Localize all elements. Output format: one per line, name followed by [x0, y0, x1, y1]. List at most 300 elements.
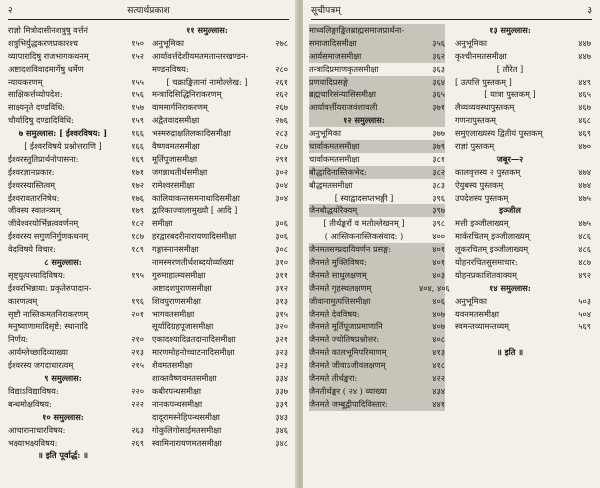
toc-entry	[8, 63, 144, 76]
toc-entry	[309, 127, 445, 140]
entry-page-number: ३८१	[432, 153, 445, 164]
entry-page-number: ४१८	[432, 360, 445, 371]
toc-entry	[152, 153, 288, 166]
entry-title: विद्याऽविद्याविषय:	[8, 385, 59, 396]
toc-entry	[309, 153, 445, 166]
entry-page-number: २१३	[131, 347, 144, 358]
entry-page-number: ३६५	[432, 89, 445, 100]
left-column-2	[152, 24, 288, 449]
toc-entry	[309, 385, 445, 398]
entry-title: जैनमते तीर्थङ्करा:	[309, 373, 358, 384]
entry-title: शत्रुभिर्युद्धकरणप्रकारश्च	[8, 37, 78, 48]
entry-page-number: ३६२	[432, 50, 445, 61]
toc-entry	[309, 372, 445, 385]
entry-title: जैनमते गृहस्थलक्षणम्	[309, 282, 372, 293]
entry-page-number: ४०१	[432, 244, 445, 255]
entry-title: जैनबौद्धयोरैक्यम्	[309, 205, 358, 216]
entry-title: ( आस्तिकनास्तिकसंवाद: )	[324, 231, 404, 242]
entry-page-number: ४८७	[578, 257, 591, 268]
entry-title: शाक्तवैष्णवमतसमीक्षा	[152, 373, 217, 384]
entry-title: बौद्धादिनास्तिकभेद:	[309, 166, 367, 177]
entry-page-number: ३०८	[275, 244, 288, 255]
entry-title: बन्धमोक्षविषय:	[8, 398, 52, 409]
toc-entry	[152, 256, 288, 269]
entry-title: साक्षिकर्त्तव्योपदेश:	[8, 89, 63, 100]
entry-title: दादूरामस्नेहिपन्थसमीक्षा	[152, 411, 220, 422]
toc-entry	[455, 63, 591, 76]
entry-title: तन्त्रादिप्रमाणकृतसमीक्षा	[309, 63, 379, 74]
entry-page-number: ३०६	[275, 218, 288, 229]
entry-title: माध्वलिङ्गाङ्कितब्राह्मसमाजप्रार्थना-	[309, 25, 405, 35]
entry-title: [ चक्राङ्कितानां नामोल्लेख: ]	[166, 76, 248, 87]
entry-page-number: ४३४	[432, 385, 445, 396]
toc-entry	[152, 114, 288, 127]
toc-entry	[455, 230, 591, 243]
entry-page-number: २६३	[131, 424, 144, 435]
entry-title: १४ समुल्लास:	[489, 282, 531, 293]
entry-page-number: २६९	[131, 437, 144, 448]
toc-entry	[309, 50, 445, 63]
entry-title: ब्रह्मचारिसंन्यासिसमीक्षा	[309, 89, 377, 100]
entry-title: कबीरपन्थसमीक्षा	[152, 385, 202, 396]
entry-page-number: ३९८	[432, 218, 445, 229]
section-heading	[152, 24, 288, 37]
entry-title: यवनमतसमीक्षा	[455, 308, 499, 319]
entry-page-number: ३११	[275, 269, 288, 280]
entry-title: जैनमतसम्प्रदायिवर्णन प्रसङ्ग:	[309, 244, 392, 255]
right-header-rule	[311, 19, 592, 20]
entry-page-number: ३०४	[275, 179, 288, 190]
entry-title: द्वारिकाज्वालामुख्यौ [ आदि ]	[152, 205, 238, 216]
toc-entry	[152, 359, 288, 372]
toc-entry	[8, 153, 144, 166]
section-heading	[8, 256, 144, 269]
toc-entry	[309, 101, 445, 114]
toc-entry	[152, 346, 288, 359]
entry-page-number: ४६५	[578, 89, 591, 100]
entry-title: चौर्यादिषु दण्डादिविधि:	[8, 115, 74, 126]
entry-title: गणनापुस्तकम्	[455, 115, 496, 126]
toc-entry	[309, 192, 445, 205]
entry-page-number: ४७५	[578, 192, 591, 203]
entry-title: मन्त्रादिसिद्धिनिराकरणम्	[152, 89, 222, 100]
entry-page-number: ३८३	[432, 179, 445, 190]
entry-title: ८ समुल्लास:	[44, 257, 82, 268]
entry-page-number: ४०३	[432, 269, 445, 280]
entry-page-number: ४४९	[578, 76, 591, 87]
entry-title: रामेश्वरसमीक्षा	[152, 179, 195, 190]
toc-entry	[8, 179, 144, 192]
entry-title: सूर्यादिग्रहपूजासमीक्षा	[152, 321, 214, 332]
toc-entry	[309, 24, 445, 37]
entry-page-number: ३३४	[275, 373, 288, 384]
entry-page-number: ३७९	[432, 141, 445, 152]
toc-entry	[455, 114, 591, 127]
toc-entry	[152, 333, 288, 346]
entry-title: प्रणवादिप्रसङ्गे	[309, 76, 349, 87]
entry-page-number: २८३	[275, 128, 288, 139]
toc-entry	[455, 140, 591, 153]
entry-page-number: १७९	[131, 205, 144, 216]
entry-title: गोकुलिगोसाईमतसमीक्षा	[152, 424, 222, 435]
entry-title: ईश्वरस्तुतिप्रार्थनोपासना:	[8, 153, 79, 164]
toc-entry	[152, 88, 288, 101]
toc-entry	[455, 295, 591, 308]
entry-title: आचारानाचारविषय:	[8, 424, 66, 435]
entry-page-number	[262, 24, 288, 37]
entry-title: मत्ती इञ्जीलाख्यम्	[455, 218, 509, 229]
entry-page-number: ३३७	[275, 385, 288, 396]
toc-entry	[8, 114, 144, 127]
entry-title: ईश्वरज्ञानप्रकार:	[8, 166, 55, 177]
toc-entry	[8, 333, 144, 346]
toc-entry	[8, 204, 144, 217]
entry-title: मूर्तिपूजासमीक्षा	[152, 153, 198, 164]
entry-page-number	[118, 24, 144, 37]
toc-entry	[309, 217, 445, 230]
toc-entry	[152, 385, 288, 398]
entry-title: जैनमते मुक्तिविषय:	[309, 257, 367, 268]
left-page-number: २	[8, 6, 13, 16]
entry-title: राज्ञो मित्रोदासीनशत्रुषु वर्त्तनं	[8, 25, 88, 35]
entry-title: कारणत्वम्	[8, 295, 38, 306]
entry-title: ७ समुल्लास: [ ईश्वरविषय: ]	[18, 128, 108, 139]
entry-title: जीवानामुत्पत्तिसमीक्षा	[309, 295, 371, 306]
toc-entry	[152, 411, 288, 424]
entry-title: जीवस्य स्वातन्त्र्यम्	[8, 205, 61, 216]
entry-title: अनुभूमिका	[455, 37, 487, 48]
entry-page-number	[565, 63, 591, 76]
toc-entry	[309, 204, 445, 217]
entry-title: भक्ष्याभक्ष्यविषय:	[8, 437, 58, 448]
entry-page-number	[118, 256, 144, 269]
entry-title: सृष्टौ नास्तिकमतनिराकरणम्	[8, 308, 89, 319]
toc-entry	[152, 63, 288, 76]
entry-title: [ उत्पत्ति पुस्तकम् ]	[455, 76, 512, 87]
toc-entry	[8, 37, 144, 50]
toc-entry	[455, 243, 591, 256]
entry-page-number: २८७	[275, 141, 288, 152]
toc-entry	[152, 192, 288, 205]
toc-entry	[309, 76, 445, 89]
left-header	[8, 3, 289, 17]
toc-entry	[152, 282, 288, 295]
toc-entry	[455, 256, 591, 269]
entry-page-number: ५०३	[578, 295, 591, 306]
toc-entry	[455, 333, 591, 346]
entry-title: जैनमते जम्बूद्वीपादिविस्तार:	[309, 398, 389, 409]
entry-title: जैनमते मूर्तिपूजाप्रमाणानि	[309, 321, 383, 332]
entry-page-number	[118, 372, 144, 385]
entry-title: निर्णय:	[8, 334, 29, 345]
entry-title: भागवतसमीक्षा	[152, 308, 195, 319]
toc-entry	[455, 127, 591, 140]
entry-page-number: १८७	[131, 231, 144, 242]
entry-title: नानकपन्थसमीक्षा	[152, 398, 203, 409]
entry-title: चार्वाकमतसमीक्षा	[309, 141, 360, 152]
entry-title: लूकरचितम् इञ्जीलाख्यम्	[455, 244, 529, 255]
entry-title: [ यात्रा पुस्तकम् ]	[484, 89, 536, 100]
entry-page-number: १६९	[131, 153, 144, 164]
entry-page-number: ४४१	[432, 398, 445, 409]
right-column-1	[309, 24, 450, 411]
toc-entry	[309, 179, 445, 192]
toc-entry	[152, 295, 288, 308]
toc-entry	[152, 204, 288, 217]
toc-entry	[8, 230, 144, 243]
entry-title: अष्टादशविवादमार्गेषु धर्मेण	[8, 63, 84, 74]
toc-entry	[152, 37, 288, 50]
entry-page-number: ४८६	[578, 231, 591, 242]
entry-title: इञ्जील	[499, 205, 521, 216]
entry-page-number: २१५	[131, 360, 144, 371]
entry-title: लैव्यव्यवस्थापुस्तकम्	[455, 102, 515, 113]
entry-page-number: ३२३	[275, 360, 288, 371]
entry-title: मार्करचितम् इञ्जीलाख्यम्	[455, 231, 530, 242]
entry-page-number: ४६८	[578, 115, 591, 126]
toc-entry	[152, 372, 288, 385]
entry-title: योहनरचितसुसमाचार:	[455, 257, 518, 268]
toc-entry	[455, 217, 591, 230]
entry-title: मारणमोहनोच्चाटनादिसमीक्षा	[152, 347, 235, 358]
entry-title: वैष्णवमतसमीक्षा	[152, 141, 200, 152]
entry-page-number: १५५	[131, 76, 144, 87]
entry-page-number	[419, 24, 445, 37]
toc-entry	[152, 320, 288, 333]
right-page-number: ३	[587, 6, 592, 16]
right-header	[311, 3, 592, 17]
entry-page-number: २६२	[275, 89, 288, 100]
entry-page-number: ४०४, ४०६	[419, 282, 450, 293]
section-heading	[455, 204, 591, 217]
toc-entry	[455, 76, 591, 89]
toc-entry	[455, 320, 591, 333]
entry-title: जैनमते देवविषय:	[309, 308, 360, 319]
entry-page-number: १६६	[131, 141, 144, 152]
entry-page-number: ४७४	[578, 179, 591, 190]
left-running-title: सत्यार्थप्रकाश	[127, 6, 170, 16]
section-heading	[455, 24, 591, 37]
entry-title: शिवपुराणसमीक्षा	[152, 295, 201, 306]
entry-title: ईश्वरस्य सगुणनिर्गुणकथनम्	[8, 231, 89, 242]
entry-page-number: ४७५	[578, 218, 591, 229]
toc-entry	[8, 88, 144, 101]
entry-page-number: ४६७	[578, 102, 591, 113]
entry-page-number: ४००	[432, 231, 445, 242]
entry-title: योहनप्रकाशितवाक्यम्	[455, 269, 517, 280]
entry-page-number: ३९६	[432, 192, 445, 203]
toc-entry	[152, 437, 288, 450]
entry-page-number: ४७४	[578, 166, 591, 177]
entry-page-number: १९६	[131, 295, 144, 306]
entry-page-number: ४८६	[578, 244, 591, 255]
entry-title: ईश्वरभिन्नाया: प्रकृतेरुपादान-	[8, 282, 92, 293]
entry-title: जीवेश्वरयोर्भिन्नत्ववर्णनम्	[8, 218, 79, 229]
toc-entry	[8, 398, 144, 411]
entry-title: शैवमतसमीक्षा	[152, 360, 193, 371]
toc-entry	[455, 308, 591, 321]
toc-entry	[8, 243, 144, 256]
entry-page-number: १८९	[131, 244, 144, 255]
entry-title: समाजादिसमीक्षा	[309, 37, 357, 48]
entry-title: [ स्याद्वादसप्तभङ्गी ]	[334, 192, 394, 203]
entry-title: उपदेशस्य पुस्तकम्	[455, 192, 509, 203]
toc-entry	[455, 166, 591, 179]
toc-entry	[455, 179, 591, 192]
entry-page-number: ४०१	[432, 257, 445, 268]
toc-entry	[309, 166, 445, 179]
toc-entry	[152, 127, 288, 140]
toc-entry	[152, 76, 288, 89]
entry-page-number: २७८	[275, 37, 288, 48]
entry-title: अष्टादशपुराणसमीक्षा	[152, 282, 212, 293]
entry-title: हरद्वारबदरीनारायणादिसमीक्षा	[152, 231, 237, 242]
entry-title: [ तौरेत ]	[496, 63, 524, 74]
toc-entry	[309, 320, 445, 333]
entry-page-number: २२०	[131, 385, 144, 396]
toc-entry	[152, 50, 288, 63]
entry-title: जैनमते जीवाऽजीवलक्षणम्	[309, 360, 386, 371]
toc-entry	[8, 385, 144, 398]
entry-page-number: २२२	[131, 398, 144, 409]
entry-title: भस्मरुद्राक्षतिलकादिसमीक्षा	[152, 128, 231, 139]
entry-title: स्वामिनारायणमतसमीक्षा	[152, 437, 222, 448]
entry-title: साक्ष्यनृते दण्डविधि:	[8, 102, 66, 113]
entry-page-number	[565, 333, 591, 346]
entry-page-number: ४०६	[432, 295, 445, 306]
entry-title: कालियाकन्तसमनाथादिसमीक्षा	[152, 192, 240, 203]
entry-title: १० समुल्लास:	[42, 411, 84, 422]
entry-page-number: १५०	[131, 37, 144, 48]
entry-title: अनुभूमिका	[455, 295, 487, 306]
entry-title: मण्डनविषय:	[152, 63, 189, 74]
right-column-2	[455, 24, 591, 359]
toc-entry	[152, 140, 288, 153]
section-heading	[8, 127, 144, 140]
entry-page-number	[419, 114, 445, 127]
entry-title: ऐयुबस्य पुस्तकम्	[455, 179, 504, 190]
entry-page-number	[262, 50, 288, 63]
entry-page-number: ३७७	[432, 128, 445, 139]
entry-page-number: ३०४	[275, 192, 288, 203]
left-header-rule	[8, 19, 289, 20]
toc-entry	[455, 101, 591, 114]
entry-page-number: ४४७	[578, 50, 591, 61]
toc-entry	[309, 346, 445, 359]
toc-entry	[309, 243, 445, 256]
toc-entry	[152, 398, 288, 411]
toc-entry	[455, 88, 591, 101]
entry-page-number: ३१५	[275, 308, 288, 319]
section-heading	[309, 114, 445, 127]
entry-title: राज्ञां पुस्तकम्	[455, 141, 495, 152]
entry-title: नामस्मरणतीर्थशब्दयोर्व्याख्या	[152, 257, 234, 268]
entry-title: आर्यावर्त्तदेशीयमतमतान्तरखण्डन-	[152, 50, 249, 61]
entry-page-number: ३२३	[275, 347, 288, 358]
entry-title: कालवृत्तस्य २ पुस्तकम्	[455, 166, 521, 177]
entry-title: व्यापारादिषु राजभागकथनम्	[8, 50, 89, 61]
entry-page-number	[118, 63, 144, 76]
toc-entry	[152, 308, 288, 321]
entry-title: आर्यसमाजसमीक्षा	[309, 50, 362, 61]
entry-title: न्यायकरणम्	[8, 76, 43, 87]
left-column-1	[8, 24, 144, 462]
entry-page-number: ४०७	[432, 321, 445, 332]
toc-entry	[8, 282, 144, 295]
entry-page-number: ३४३	[275, 411, 288, 422]
entry-page-number: ३०२	[275, 166, 288, 177]
entry-title: अनुभूमिका	[309, 128, 341, 139]
entry-page-number	[565, 24, 591, 37]
entry-title: ॥ इति पूर्वार्द्ध: ॥	[37, 450, 89, 461]
section-heading	[455, 153, 591, 166]
entry-title: जगन्नाथतीर्थसमीक्षा	[152, 166, 208, 177]
toc-entry	[152, 166, 288, 179]
entry-page-number	[118, 449, 144, 462]
toc-entry	[152, 230, 288, 243]
entry-title: [ ईश्वरविषये प्रश्नोत्तराणि ]	[24, 141, 102, 152]
entry-page-number: ३६३	[432, 63, 445, 74]
entry-title: चार्वाकमतसमीक्षा	[309, 153, 360, 164]
entry-page-number: ३७१	[432, 102, 445, 113]
entry-page-number	[565, 282, 591, 295]
entry-page-number: ३१०	[275, 257, 288, 268]
entry-title: समुएलाख्यस्य द्वितीयं पुस्तकम्	[455, 128, 543, 139]
toc-entry	[8, 437, 144, 450]
section-heading	[455, 282, 591, 295]
entry-title: मनुष्याणामादिसृष्टे: स्थानादि	[8, 321, 88, 332]
entry-page-number	[118, 411, 144, 424]
toc-entry	[309, 282, 450, 295]
entry-title: आर्यम्लेच्छादिव्याख्या	[8, 347, 69, 358]
section-heading	[8, 372, 144, 385]
entry-page-number: १५६	[131, 89, 144, 100]
toc-entry	[309, 398, 445, 411]
entry-page-number: १५७	[131, 102, 144, 113]
entry-title: समीक्षा	[152, 218, 173, 229]
entry-page-number: ५०४	[578, 308, 591, 319]
toc-entry	[8, 308, 144, 321]
entry-title: जैनमते ज्योतिषप्रश्नोत्तर:	[309, 334, 380, 345]
entry-title: १२ समुल्लास:	[343, 115, 385, 126]
toc-entry	[309, 256, 445, 269]
entry-title: जैनतीर्थङ्कर ( २४ ) व्याख्या	[309, 385, 387, 396]
entry-title: एकादश्यादिव्रतदानादिसमीक्षा	[152, 334, 236, 345]
entry-page-number: २६१	[275, 76, 288, 87]
entry-page-number: १७६	[131, 192, 144, 203]
toc-entry	[8, 424, 144, 437]
toc-entry	[152, 243, 288, 256]
toc-entry	[309, 269, 445, 282]
entry-page-number: १५९	[131, 115, 144, 126]
toc-entry	[309, 295, 445, 308]
entry-page-number: ४२२	[432, 373, 445, 384]
entry-title: ईश्वरावतारनिषेध:	[8, 192, 60, 203]
entry-title: ९ समुल्लास:	[44, 373, 82, 384]
toc-entry	[152, 269, 288, 282]
toc-entry	[309, 333, 445, 346]
entry-title: अद्वैतवादसमीक्षा	[152, 115, 200, 126]
entry-page-number: ३४८	[275, 437, 288, 448]
entry-title	[455, 333, 565, 346]
entry-page-number: ३२०	[275, 321, 288, 332]
toc-entry	[8, 192, 144, 205]
entry-page-number	[118, 282, 144, 295]
toc-entry	[8, 140, 144, 153]
entry-page-number: १५२	[131, 50, 144, 61]
entry-title: जबूर—२	[496, 153, 524, 164]
entry-page-number: ५६९	[578, 321, 591, 332]
